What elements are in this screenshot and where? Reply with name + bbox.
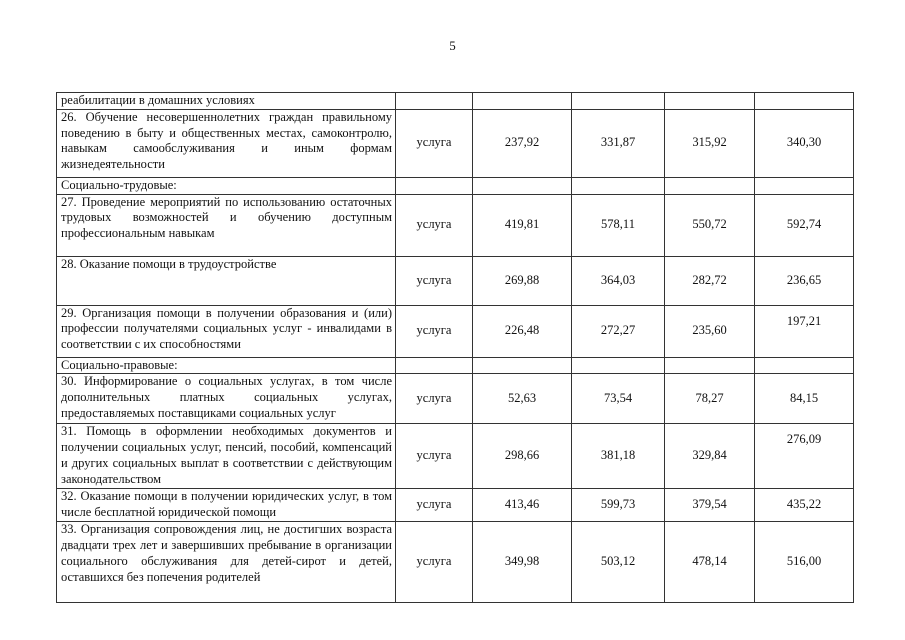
- value-cell: 349,98: [473, 522, 572, 603]
- service-name: 33. Организация сопровождения лиц, не достигших возраста двадцати трех лет и завершивших пребывание в организации социального обслуживания для детей-сирот и детей, оставшихся без попечения родителей: [57, 522, 396, 603]
- unit-cell: услуга: [396, 305, 473, 357]
- value-cell: 282,72: [665, 256, 755, 305]
- service-name: 27. Проведение мероприятий по использованию остаточных трудовых возможностей и обучению доступным профессиональным навыкам: [57, 194, 396, 256]
- unit-cell: услуга: [396, 109, 473, 177]
- table-row: [57, 522, 854, 603]
- value-cell: 503,12: [572, 522, 665, 603]
- page-number: 5: [449, 38, 456, 53]
- section-row: [57, 357, 854, 374]
- value-cell: 237,92: [473, 109, 572, 177]
- value-cell: [473, 93, 572, 110]
- value-cell: [755, 357, 854, 374]
- value-cell: [665, 93, 755, 110]
- value-cell: 381,18: [572, 424, 665, 489]
- value-cell: 73,54: [572, 374, 665, 424]
- value-cell: 84,15: [755, 374, 854, 424]
- value-cell: [572, 93, 665, 110]
- service-name: реабилитации в домашних условиях: [57, 93, 396, 110]
- table-row: [57, 489, 854, 522]
- value-cell: 329,84: [665, 424, 755, 489]
- service-name: 32. Оказание помощи в получении юридических услуг, в том числе бесплатной юридической помощи: [57, 489, 396, 522]
- table-row: [57, 93, 854, 110]
- service-name: 26. Обучение несовершеннолетних граждан правильному поведению в быту и общественных местах, самоконтролю, навыкам самообслуживания и иным формам жизнедеятельности: [57, 109, 396, 177]
- value-cell: [755, 177, 854, 194]
- value-cell: 52,63: [473, 374, 572, 424]
- value-cell: 413,46: [473, 489, 572, 522]
- unit-cell: [396, 177, 473, 194]
- unit-cell: [396, 93, 473, 110]
- value-cell: 578,11: [572, 194, 665, 256]
- unit-cell: услуга: [396, 374, 473, 424]
- value-cell: 478,14: [665, 522, 755, 603]
- unit-cell: услуга: [396, 194, 473, 256]
- unit-cell: услуга: [396, 489, 473, 522]
- value-cell: 419,81: [473, 194, 572, 256]
- value-cell: [473, 177, 572, 194]
- unit-cell: услуга: [396, 424, 473, 489]
- value-cell: 340,30: [755, 109, 854, 177]
- value-cell: 550,72: [665, 194, 755, 256]
- value-cell: 331,87: [572, 109, 665, 177]
- value-cell: 364,03: [572, 256, 665, 305]
- value-cell: [755, 93, 854, 110]
- unit-cell: услуга: [396, 522, 473, 603]
- table-row: [57, 424, 854, 489]
- value-cell: 298,66: [473, 424, 572, 489]
- value-cell: 592,74: [755, 194, 854, 256]
- value-cell: 269,88: [473, 256, 572, 305]
- table-row: [57, 305, 854, 357]
- unit-cell: [396, 357, 473, 374]
- unit-cell: услуга: [396, 256, 473, 305]
- section-heading: Социально-правовые:: [57, 357, 396, 374]
- value-cell: [473, 357, 572, 374]
- value-cell: 197,21: [755, 305, 854, 357]
- value-cell: 235,60: [665, 305, 755, 357]
- value-cell: 78,27: [665, 374, 755, 424]
- section-row: [57, 177, 854, 194]
- services-tariff-table: [56, 92, 854, 603]
- value-cell: [572, 357, 665, 374]
- value-cell: 236,65: [755, 256, 854, 305]
- value-cell: 315,92: [665, 109, 755, 177]
- value-cell: 272,27: [572, 305, 665, 357]
- value-cell: 276,09: [755, 424, 854, 489]
- value-cell: [665, 357, 755, 374]
- service-name: 29. Организация помощи в получении образования и (или) профессии получателями социальных услуг - инвалидами в соответствии с их способностями: [57, 305, 396, 357]
- value-cell: 435,22: [755, 489, 854, 522]
- service-name: 31. Помощь в оформлении необходимых документов и получении социальных услуг, пенсий, пособий, компенсаций и других социальных выплат в соответствии с действующим законодательством: [57, 424, 396, 489]
- table-row: [57, 374, 854, 424]
- value-cell: [665, 177, 755, 194]
- value-cell: 379,54: [665, 489, 755, 522]
- service-name: 30. Информирование о социальных услугах, в том числе дополнительных платных социальных услугах, предоставляемых поставщиками социальных услуг: [57, 374, 396, 424]
- value-cell: 599,73: [572, 489, 665, 522]
- value-cell: 516,00: [755, 522, 854, 603]
- table-row: [57, 256, 854, 305]
- value-cell: 226,48: [473, 305, 572, 357]
- value-cell: [572, 177, 665, 194]
- table-row: [57, 109, 854, 177]
- section-heading: Социально-трудовые:: [57, 177, 396, 194]
- table-row: [57, 194, 854, 256]
- service-name: 28. Оказание помощи в трудоустройстве: [57, 256, 396, 305]
